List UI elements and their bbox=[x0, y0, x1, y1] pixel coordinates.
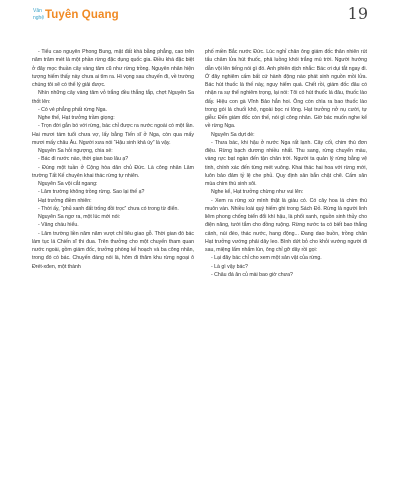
paragraph: Hạt trưởng điềm nhiên: bbox=[38, 197, 92, 204]
paragraph: - Lại đây bác chỉ cho xem một sản vật của rừng. bbox=[211, 255, 322, 262]
page-number: 19 bbox=[347, 4, 368, 23]
paragraph: - Lâm trường không trồng rừng. Sao lại thế ạ? bbox=[38, 189, 145, 196]
left-column bbox=[32, 48, 194, 271]
paragraph: - Có vẻ phẳng phất rừng Nga. bbox=[38, 106, 107, 113]
paragraph: - Thưa bác, khi hậu ở nước Nga rất lạnh. Cây cối, chim thú đơn điệu. Rừng bạch dương nhiều nhất. Thu sang, rừng chuyển màu, vàng rực bạt ngàn đến tận chân trời. Người ta quản lý rừng bằng vệ tinh, chính xác đến từng mét vuông. Khai thác hai hoa với rừng mới, luôn bảo đảm tỷ lệ che phủ. Quy định sản bắn chặt chẽ. Cấm săn mùa chim thú sinh sôi. bbox=[205, 139, 367, 187]
paragraph: Nhìn những cây vàng tâm vỏ trắng đều thẳng tắp, chợt Nguyên Sa thốt lên: bbox=[32, 90, 194, 105]
logo-small-bottom: nghệ bbox=[33, 15, 45, 21]
paragraph: - Tiểu cao nguyên Phong Bung, mặt đất khá bằng phẳng, cao trên năm trăm mét là một phần rừng đặc dụng quốc gia. Điều khá đặc biệt ở đây mọc thuần cây vàng tâm cũ như rừng trồng. Nguyên nhân hiện tượng hiếm thấy này chưa ai tìm ra. Hi vọng sau chuyến đi, về trường chúng tôi sẽ có thể lý giải được. bbox=[32, 49, 194, 88]
logo-small-top: Văn bbox=[33, 8, 42, 14]
paragraph: - Vâng cháu hiểu. bbox=[38, 222, 79, 229]
paragraph: Nghe thế, Hạt trưởng trầm giọng: bbox=[38, 115, 115, 121]
paragraph: Nguyên Sa vội cắt ngang: bbox=[38, 181, 98, 187]
paragraph: - Trọn đời gắn bó với rừng, bác chỉ được ra nước ngoài có một lần. Hai mươi tám tuổi chưa vợ, lấy bằng Tiến sĩ ở Nga, còn qua mấy mươi mấy châu Âu. Người xưa nói “Hậu sinh khả úy” là vậy. bbox=[32, 123, 194, 146]
paragraph: - Là gì vậy bác? bbox=[211, 263, 248, 270]
paragraph: - Lâm trường liền năm năm vượt chỉ tiêu giao gỗ. Thời gian đó bác làm tục lá Chiến sĩ thi đua. Trên thưởng cho một chuyến tham quan nước ngoài, gồm giám đốc, trưởng phòng kế hoạch và ba công nhân, trong đó có bác. Chuyến đáng nói là, hôm đi thăm khu rừng ngoại ô Ðrét-xđen, một thành bbox=[32, 230, 194, 270]
paragraph: Nguyên Sa dựt dè: bbox=[211, 131, 255, 138]
logo-title: Tuyên Quang bbox=[45, 9, 119, 21]
right-column bbox=[205, 48, 367, 279]
paragraph: phố miền Bắc nước Đức. Lúc nghỉ chân ông giám đốc thân nhiên rút tẩu châm lửa hút thuốc, phả luồng khói trắng mù trời. Người hướng dẫn vội lên tiếng nói gì đó. Anh phiên dịch nhắc: Bác ơi dụi tắt ngay đi. Ở đây nghiêm cấm bất cứ hành động nào phát sinh nguồn mồi lửa. Bác hút thuốc là thế này, nguy hiểm quá. Chết rồi, giám đốc đâu có nhận ra sự thể nghiêm trọng, lại nói: Tôi có hút thuốc lá đâu, thuốc lào đấy. Hiệu con gà Vĩnh Bảo hẳn hoi. Ông còn chìa ra bao thuốc lào trong gói lá chuối khô, ngoài bọc ni lông. Hạt trưởng nở nụ cười, tự giễu: Đến giám đốc còn thế, nói gì công nhân. Giờ bác muốn nghe kể về rừng Nga. bbox=[205, 49, 367, 130]
magazine-logo bbox=[33, 8, 153, 32]
paragraph: - Đúng một tuần ở Cộng hòa dân chủ Đức. Là công nhân Lâm trường Tất Kế chuyên khai thác rừng tự nhiên. bbox=[32, 164, 194, 179]
paragraph: Nguyên Sa hỏi ngượng, chia sẻ: bbox=[38, 148, 113, 154]
paragraph: Nguyên Sa ngơ ra, một lúc mới nói: bbox=[38, 214, 121, 220]
paragraph: Nghe kể, Hạt trưởng chừng như vui lên: bbox=[211, 189, 304, 196]
page-header bbox=[0, 0, 402, 34]
paragraph: - Châu đá ăn củ mài bao giờ chưa? bbox=[211, 271, 293, 278]
paragraph: - Thời ấy, “phủ xanh đất trống đồi trọc” chưa có trong từ điển. bbox=[38, 205, 179, 212]
paragraph: - Bác đi nước nào, thời gian bao lâu ạ? bbox=[38, 156, 129, 163]
paragraph: - Xem ra rừng xứ mình thật là giàu có. Có cây hoa lá chim thú muôn vàn. Nhiều loài quý hiếm ghi trong Sách Đỏ. Rừng là người linh liêm phong chống biển đổi khí hậu, là phổi xanh, nguồn sinh thủy cho điện năng, tưới tắm cho đồng ruộng. Rừng nước ta có biết bao thắng cảnh, núi đèo, thác nước, hang động... Đang dao buồn, trồng chân Hạt trưởng vướng phải dây leo. Bình dứt bỏ cho khỏi vướng người đi sau, miệng lẩm nhẩm lùn, ông chỉ gỡ dây rồi gọi: bbox=[205, 197, 367, 253]
